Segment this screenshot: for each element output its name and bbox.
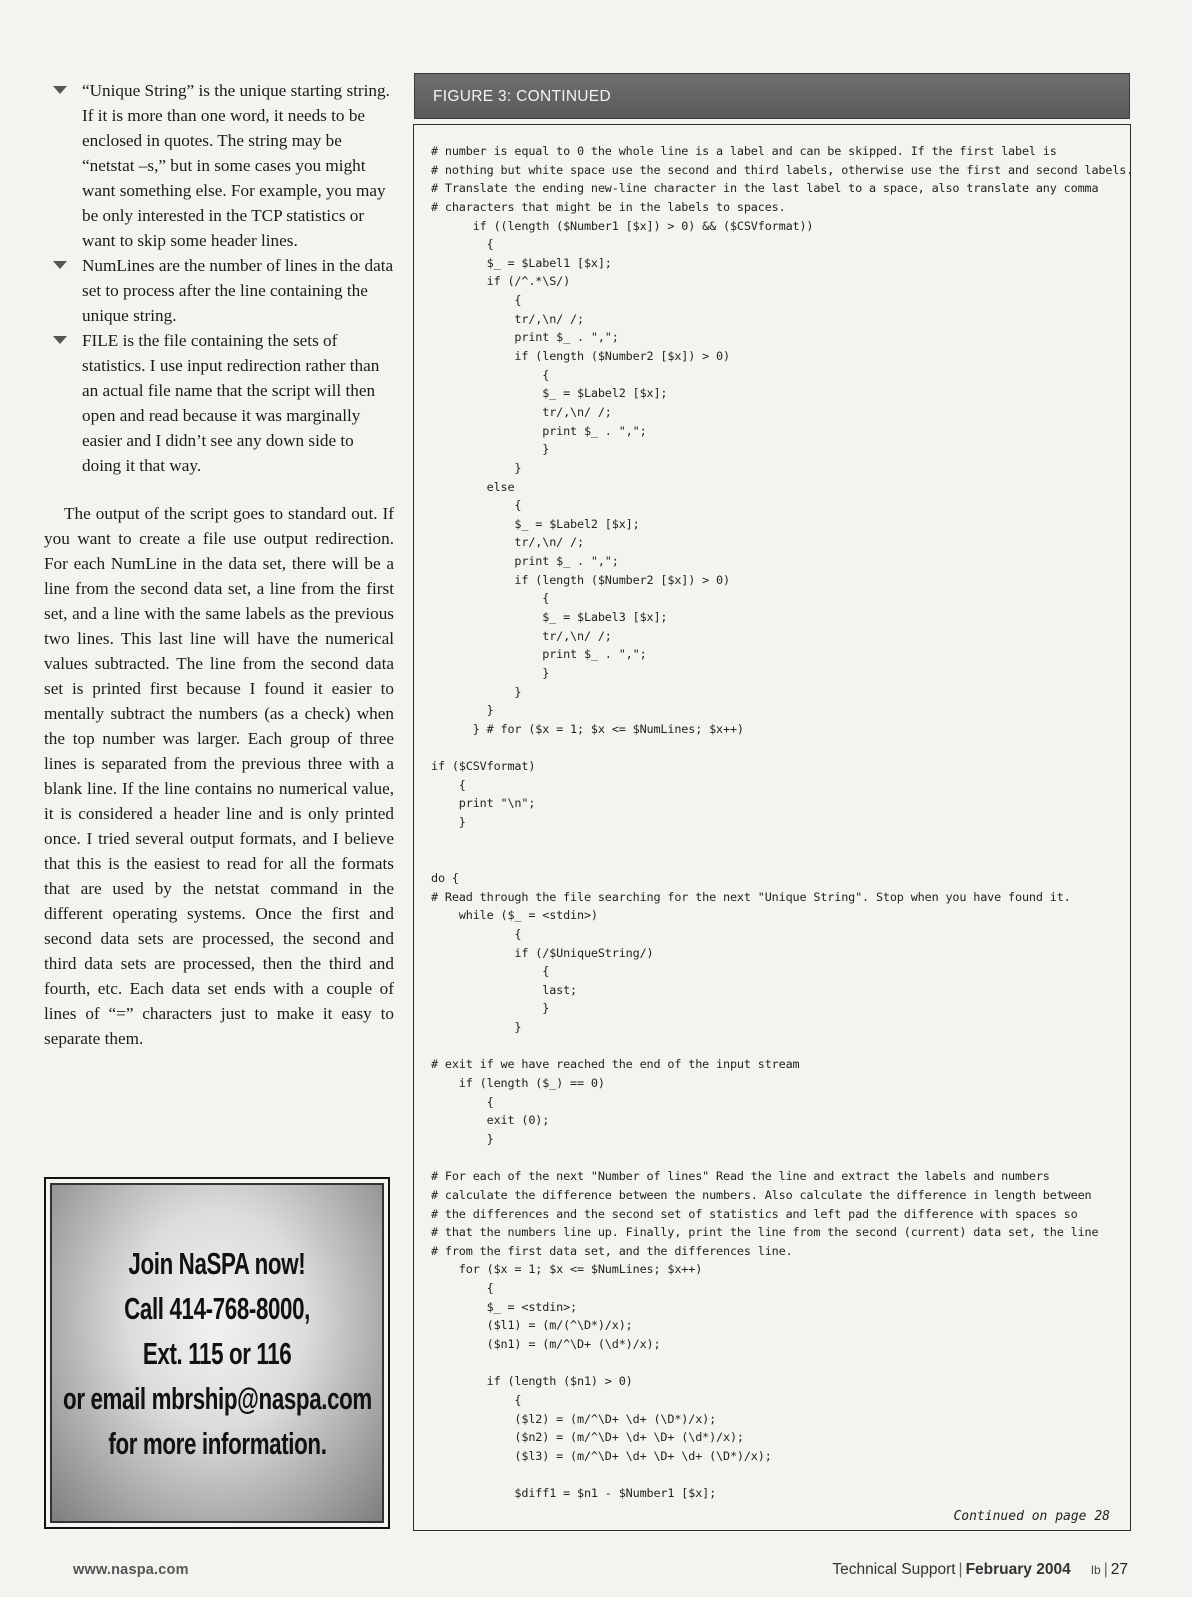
- code-line: tr/,\n/ /;: [431, 628, 612, 643]
- code-line: {: [431, 237, 494, 252]
- code-line: {: [431, 293, 522, 308]
- code-line: while ($_ = <stdin>): [431, 908, 598, 923]
- code-line: if (/$UniqueString/): [431, 945, 654, 960]
- ad-extension: Ext. 115 or 116: [142, 1335, 292, 1371]
- code-line: print $_ . ",";: [431, 423, 647, 438]
- code-line: exit (0);: [431, 1113, 550, 1128]
- code-line: last;: [431, 982, 577, 997]
- footer-folio: [832, 1561, 1128, 1579]
- triangle-bullet-icon: [53, 86, 67, 94]
- code-line: {: [431, 367, 550, 382]
- code-line: }: [431, 1001, 550, 1016]
- ad-phone: Call 414-768-8000,: [124, 1290, 310, 1326]
- code-line: if (length ($Number2 [$x]) > 0): [431, 349, 730, 364]
- code-line: $_ = $Label3 [$x];: [431, 610, 668, 625]
- code-line: $diff1 = $n1 - $Number1 [$x];: [431, 1486, 717, 1501]
- code-line: ($l2) = (m/^\D+ \d+ (\D*)/x);: [431, 1411, 717, 1426]
- code-line: }: [431, 703, 494, 718]
- code-line: if (/^.*\S/): [431, 274, 571, 289]
- list-item: FILE is the file containing the sets of statistics. I use input redirection rather than an actual file name that the script will then open and read because it was marginally easier and I didn’t see any down side to doing it that way.: [44, 328, 394, 478]
- code-line: {: [431, 777, 466, 792]
- code-line: # nothing but white space use the second and third labels, otherwise use the first and second labels.: [431, 162, 1134, 177]
- code-line: [431, 832, 1123, 851]
- code-line: # calculate the difference between the numbers. Also calculate the difference in length between: [431, 1187, 1092, 1202]
- ad-headline: Join NaSPA now!: [128, 1245, 306, 1281]
- code-line: # that the numbers line up. Finally, print the line from the second (current) data set, the line: [431, 1225, 1099, 1240]
- code-line: $_ = $Label2 [$x];: [431, 516, 640, 531]
- code-line: ($n1) = (m/^\D+ (\d*)/x);: [431, 1337, 661, 1351]
- code-line: [431, 1354, 1123, 1373]
- code-line: $_ = <stdin>;: [431, 1299, 577, 1314]
- section-mark: Ib: [1090, 1563, 1101, 1577]
- footer-separator: |: [1103, 1561, 1108, 1578]
- code-line: }: [431, 442, 550, 457]
- list-item: NumLines are the number of lines in the data set to process after the line containing the unique string.: [44, 253, 394, 328]
- continued-note: Continued on page 28: [953, 1509, 1110, 1524]
- figure-title: FIGURE 3: CONTINUED: [414, 73, 1130, 119]
- code-line: # from the first data set, and the differences line.: [431, 1243, 793, 1258]
- code-line: ($l3) = (m/^\D+ \d+ \D+ \d+ (\D*)/x);: [431, 1448, 772, 1463]
- code-line: $_ = $Label1 [$x];: [431, 255, 612, 270]
- code-line: } # for ($x = 1; $x <= $NumLines; $x++): [431, 721, 744, 736]
- code-line: tr/,\n/ /;: [431, 535, 584, 550]
- page-number: 27: [1110, 1561, 1128, 1578]
- code-line: if (length ($_) == 0): [431, 1076, 605, 1091]
- ad-panel: [50, 1183, 384, 1523]
- code-line: do {: [431, 870, 459, 885]
- issue-date: February 2004: [965, 1561, 1071, 1578]
- code-line: # characters that might be in the labels to spaces.: [431, 199, 786, 214]
- code-line: }: [431, 1131, 494, 1146]
- code-line: {: [431, 1281, 494, 1296]
- body-paragraph: The output of the script goes to standard out. If you want to create a file use output redirection. For each NumLine in the data set, there will be a line from the second data set, a line from the first set, and a line with the same labels as the previous two lines. This last line will have the numerical values subtracted. The line from the second data set is printed first because I found it easier to mentally subtract the numbers (as a check) when the top number was larger. Each group of three lines is separated from the previous three with a blank line. If the line contains no numerical value, it is considered a header line and is only printed once. I tried several output formats, and I believe that this is the easiest to read for all the formats that are used by the netstat command in the different operating systems. Once the first and second data sets are processed, the second and third data sets are processed, then the third and fourth, etc. Each data set ends with a couple of lines of “=” characters just to make it easy to separate them.: [44, 504, 394, 1048]
- code-line: if ((length ($Number1 [$x]) > 0) && ($CSVformat)): [431, 218, 814, 233]
- code-line: [431, 1037, 1123, 1056]
- code-line: {: [431, 591, 550, 606]
- code-line: ($n2) = (m/^\D+ \d+ \D+ (\d*)/x);: [431, 1430, 744, 1445]
- footer-separator: |: [958, 1561, 963, 1578]
- code-line: print $_ . ",";: [431, 647, 647, 662]
- code-line: for ($x = 1; $x <= $NumLines; $x++): [431, 1262, 703, 1277]
- code-line: # the differences and the second set of statistics and left pad the difference with spaces so: [431, 1206, 1078, 1221]
- code-line: [431, 1149, 1123, 1168]
- code-line: [431, 850, 1123, 869]
- code-line: }: [431, 684, 522, 699]
- code-line: if ($CSVformat): [431, 759, 536, 774]
- code-line: [431, 1465, 1123, 1484]
- code-line: print $_ . ",";: [431, 330, 619, 345]
- list-item: “Unique String” is the unique starting string. If it is more than one word, it needs to be enclosed in quotes. The string may be “netstat –s,” but in some cases you might want something else. For example, you may be only interested in the TCP statistics or want to skip some header lines.: [44, 78, 394, 253]
- code-line: print "\n";: [431, 796, 536, 811]
- code-line: {: [431, 498, 522, 513]
- code-line: # Translate the ending new-line character in the last label to a space, also translate any comma: [431, 181, 1099, 196]
- code-line: # number is equal to 0 the whole line is a label and can be skipped. If the first label is: [431, 144, 1057, 158]
- code-line: {: [431, 1392, 522, 1407]
- article-column: [44, 78, 394, 1051]
- code-line: tr/,\n/ /;: [431, 311, 584, 326]
- code-line: {: [431, 964, 550, 979]
- ad-email: or email mbrship@naspa.com: [62, 1380, 372, 1416]
- code-line: if (length ($Number2 [$x]) > 0): [431, 572, 730, 587]
- code-line: }: [431, 1020, 522, 1035]
- code-line: # exit if we have reached the end of the input stream: [431, 1057, 800, 1072]
- ad-more-info: for more information.: [107, 1425, 327, 1461]
- code-line: {: [431, 1094, 494, 1109]
- triangle-bullet-icon: [53, 261, 67, 269]
- triangle-bullet-icon: [53, 336, 67, 344]
- code-listing: [431, 142, 1134, 1503]
- code-line: # Read through the file searching for the next "Unique String". Stop when you have found it.: [431, 889, 1071, 904]
- code-line: if (length ($n1) > 0): [431, 1374, 633, 1389]
- footer-url: www.naspa.com: [73, 1562, 189, 1578]
- code-line: ($l1) = (m/(^\D*)/x);: [431, 1318, 633, 1333]
- code-line: }: [431, 815, 466, 830]
- code-line: tr/,\n/ /;: [431, 404, 612, 419]
- code-line: {: [431, 926, 522, 941]
- membership-ad: [44, 1177, 390, 1529]
- code-line: $_ = $Label2 [$x];: [431, 386, 668, 401]
- parameter-list: [44, 78, 394, 478]
- magazine-name: Technical Support: [832, 1561, 956, 1578]
- code-line: }: [431, 460, 522, 475]
- code-line: }: [431, 665, 550, 680]
- code-line: [431, 739, 1123, 758]
- code-line: else: [431, 479, 515, 494]
- code-line: # For each of the next "Number of lines" Read the line and extract the labels and numbers: [431, 1169, 1050, 1184]
- code-line: print $_ . ",";: [431, 554, 619, 569]
